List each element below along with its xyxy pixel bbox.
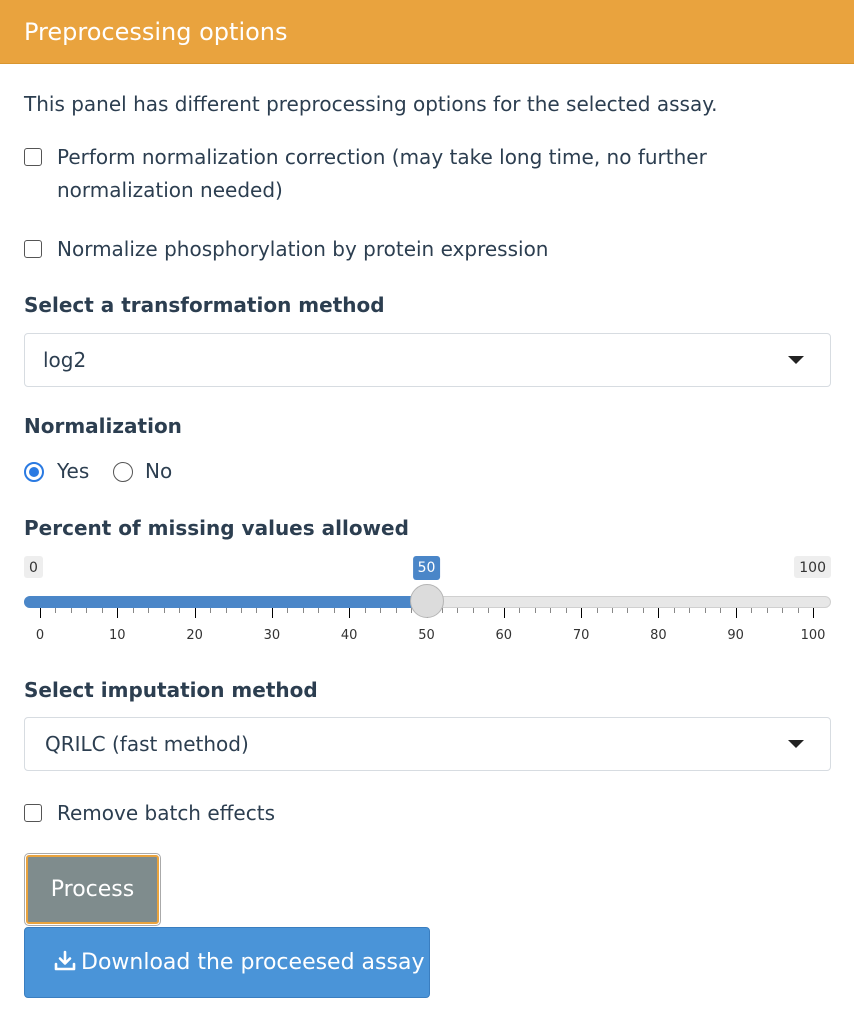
normalization-no-radio[interactable] [113, 462, 133, 482]
imputation-select[interactable] [24, 717, 831, 771]
slider-minor-tick [488, 608, 489, 613]
slider-minor-tick [457, 608, 458, 613]
slider-tick-label: 20 [186, 628, 203, 643]
imputation-value: QRILC (fast method) [45, 732, 249, 756]
normalization-correction-option[interactable] [24, 141, 824, 211]
slider-major-tick [272, 608, 273, 618]
normalization-no-label[interactable]: No [145, 459, 173, 483]
slider-minor-tick [442, 608, 443, 613]
slider-minor-tick [226, 608, 227, 613]
slider-tick-label: 10 [109, 628, 126, 643]
slider-minor-tick [133, 608, 134, 613]
slider-minor-tick [86, 608, 87, 613]
slider-minor-tick [71, 608, 72, 613]
slider-minor-tick [798, 608, 799, 613]
normalization-yes-label[interactable]: Yes [57, 459, 90, 483]
slider-minor-tick [519, 608, 520, 613]
normalize-phospho-checkbox[interactable] [24, 240, 42, 258]
slider-major-tick [117, 608, 118, 618]
slider-minor-tick [767, 608, 768, 613]
slider-major-tick [736, 608, 737, 618]
slider-major-tick [40, 608, 41, 618]
slider-tick-label: 100 [800, 628, 826, 643]
slider-minor-tick [751, 608, 752, 613]
slider-track-fill [24, 596, 427, 608]
slider-minor-tick [256, 608, 257, 613]
slider-minor-tick [627, 608, 628, 613]
slider-tick-label: 30 [263, 628, 281, 643]
download-button-label: Download the proceesed assay [81, 950, 425, 975]
transformation-select[interactable] [24, 333, 831, 387]
slider-major-tick [813, 608, 814, 618]
panel-description: This panel has different preprocessing options for the selected assay. [24, 92, 718, 116]
slider-handle[interactable] [410, 584, 444, 618]
slider-minor-tick [334, 608, 335, 613]
slider-minor-tick [535, 608, 536, 613]
slider-major-tick [349, 608, 350, 618]
slider-minor-tick [303, 608, 304, 613]
slider-minor-tick [550, 608, 551, 613]
missing-values-label: Percent of missing values allowed [24, 516, 409, 540]
slider-minor-tick [720, 608, 721, 613]
slider-minor-tick [705, 608, 706, 613]
slider-tick-label: 70 [572, 628, 590, 643]
slider-major-tick [195, 608, 196, 618]
normalization-radio-group [24, 458, 424, 488]
slider-tick-label: 50 [418, 628, 435, 643]
normalization-label: Normalization [24, 414, 182, 438]
slider-minor-tick [287, 608, 288, 613]
download-icon [53, 949, 77, 973]
slider-minor-tick [55, 608, 56, 613]
remove-batch-checkbox[interactable] [24, 804, 42, 822]
slider-minor-tick [612, 608, 613, 613]
missing-values-slider[interactable] [24, 552, 831, 652]
panel-title: Preprocessing options [0, 0, 854, 64]
normalization-correction-label-line2: normalization needed) [57, 178, 283, 202]
slider-minor-tick [148, 608, 149, 613]
chevron-down-icon [788, 740, 804, 748]
slider-minor-tick [164, 608, 165, 613]
transformation-label: Select a transformation method [24, 293, 385, 317]
slider-major-tick [658, 608, 659, 618]
download-button[interactable] [24, 927, 430, 998]
slider-max-label: 100 [794, 556, 831, 578]
slider-min-label: 0 [24, 556, 43, 578]
process-button[interactable]: Process [26, 855, 159, 924]
slider-minor-tick [210, 608, 211, 613]
slider-minor-tick [241, 608, 242, 613]
slider-tick-label: 0 [35, 628, 45, 643]
slider-minor-tick [365, 608, 366, 613]
normalization-yes-radio[interactable] [24, 462, 44, 482]
slider-tick-label: 60 [495, 628, 513, 643]
transformation-value: log2 [43, 348, 87, 372]
slider-minor-tick [318, 608, 319, 613]
slider-minor-tick [782, 608, 783, 613]
chevron-down-icon [788, 356, 804, 364]
slider-minor-tick [689, 608, 690, 613]
slider-minor-tick [380, 608, 381, 613]
normalization-correction-checkbox[interactable] [24, 148, 42, 166]
normalize-phospho-label: Normalize phosphorylation by protein expression [57, 237, 549, 261]
remove-batch-label: Remove batch effects [57, 801, 275, 825]
slider-minor-tick [597, 608, 598, 613]
slider-tick-label: 90 [727, 628, 744, 643]
slider-minor-tick [643, 608, 644, 613]
slider-tick-label: 40 [340, 628, 358, 643]
slider-minor-tick [179, 608, 180, 613]
imputation-label: Select imputation method [24, 678, 318, 702]
slider-current-value: 50 [413, 556, 441, 580]
slider-minor-tick [566, 608, 567, 613]
remove-batch-option[interactable] [24, 797, 824, 830]
slider-major-tick [504, 608, 505, 618]
slider-minor-tick [674, 608, 675, 613]
normalize-phospho-option[interactable] [24, 233, 824, 266]
slider-minor-tick [396, 608, 397, 613]
slider-major-tick [581, 608, 582, 618]
slider-tick-label: 80 [650, 628, 667, 643]
slider-minor-tick [473, 608, 474, 613]
slider-minor-tick [102, 608, 103, 613]
normalization-correction-label-line1: Perform normalization correction (may take long time, no further [57, 145, 707, 169]
